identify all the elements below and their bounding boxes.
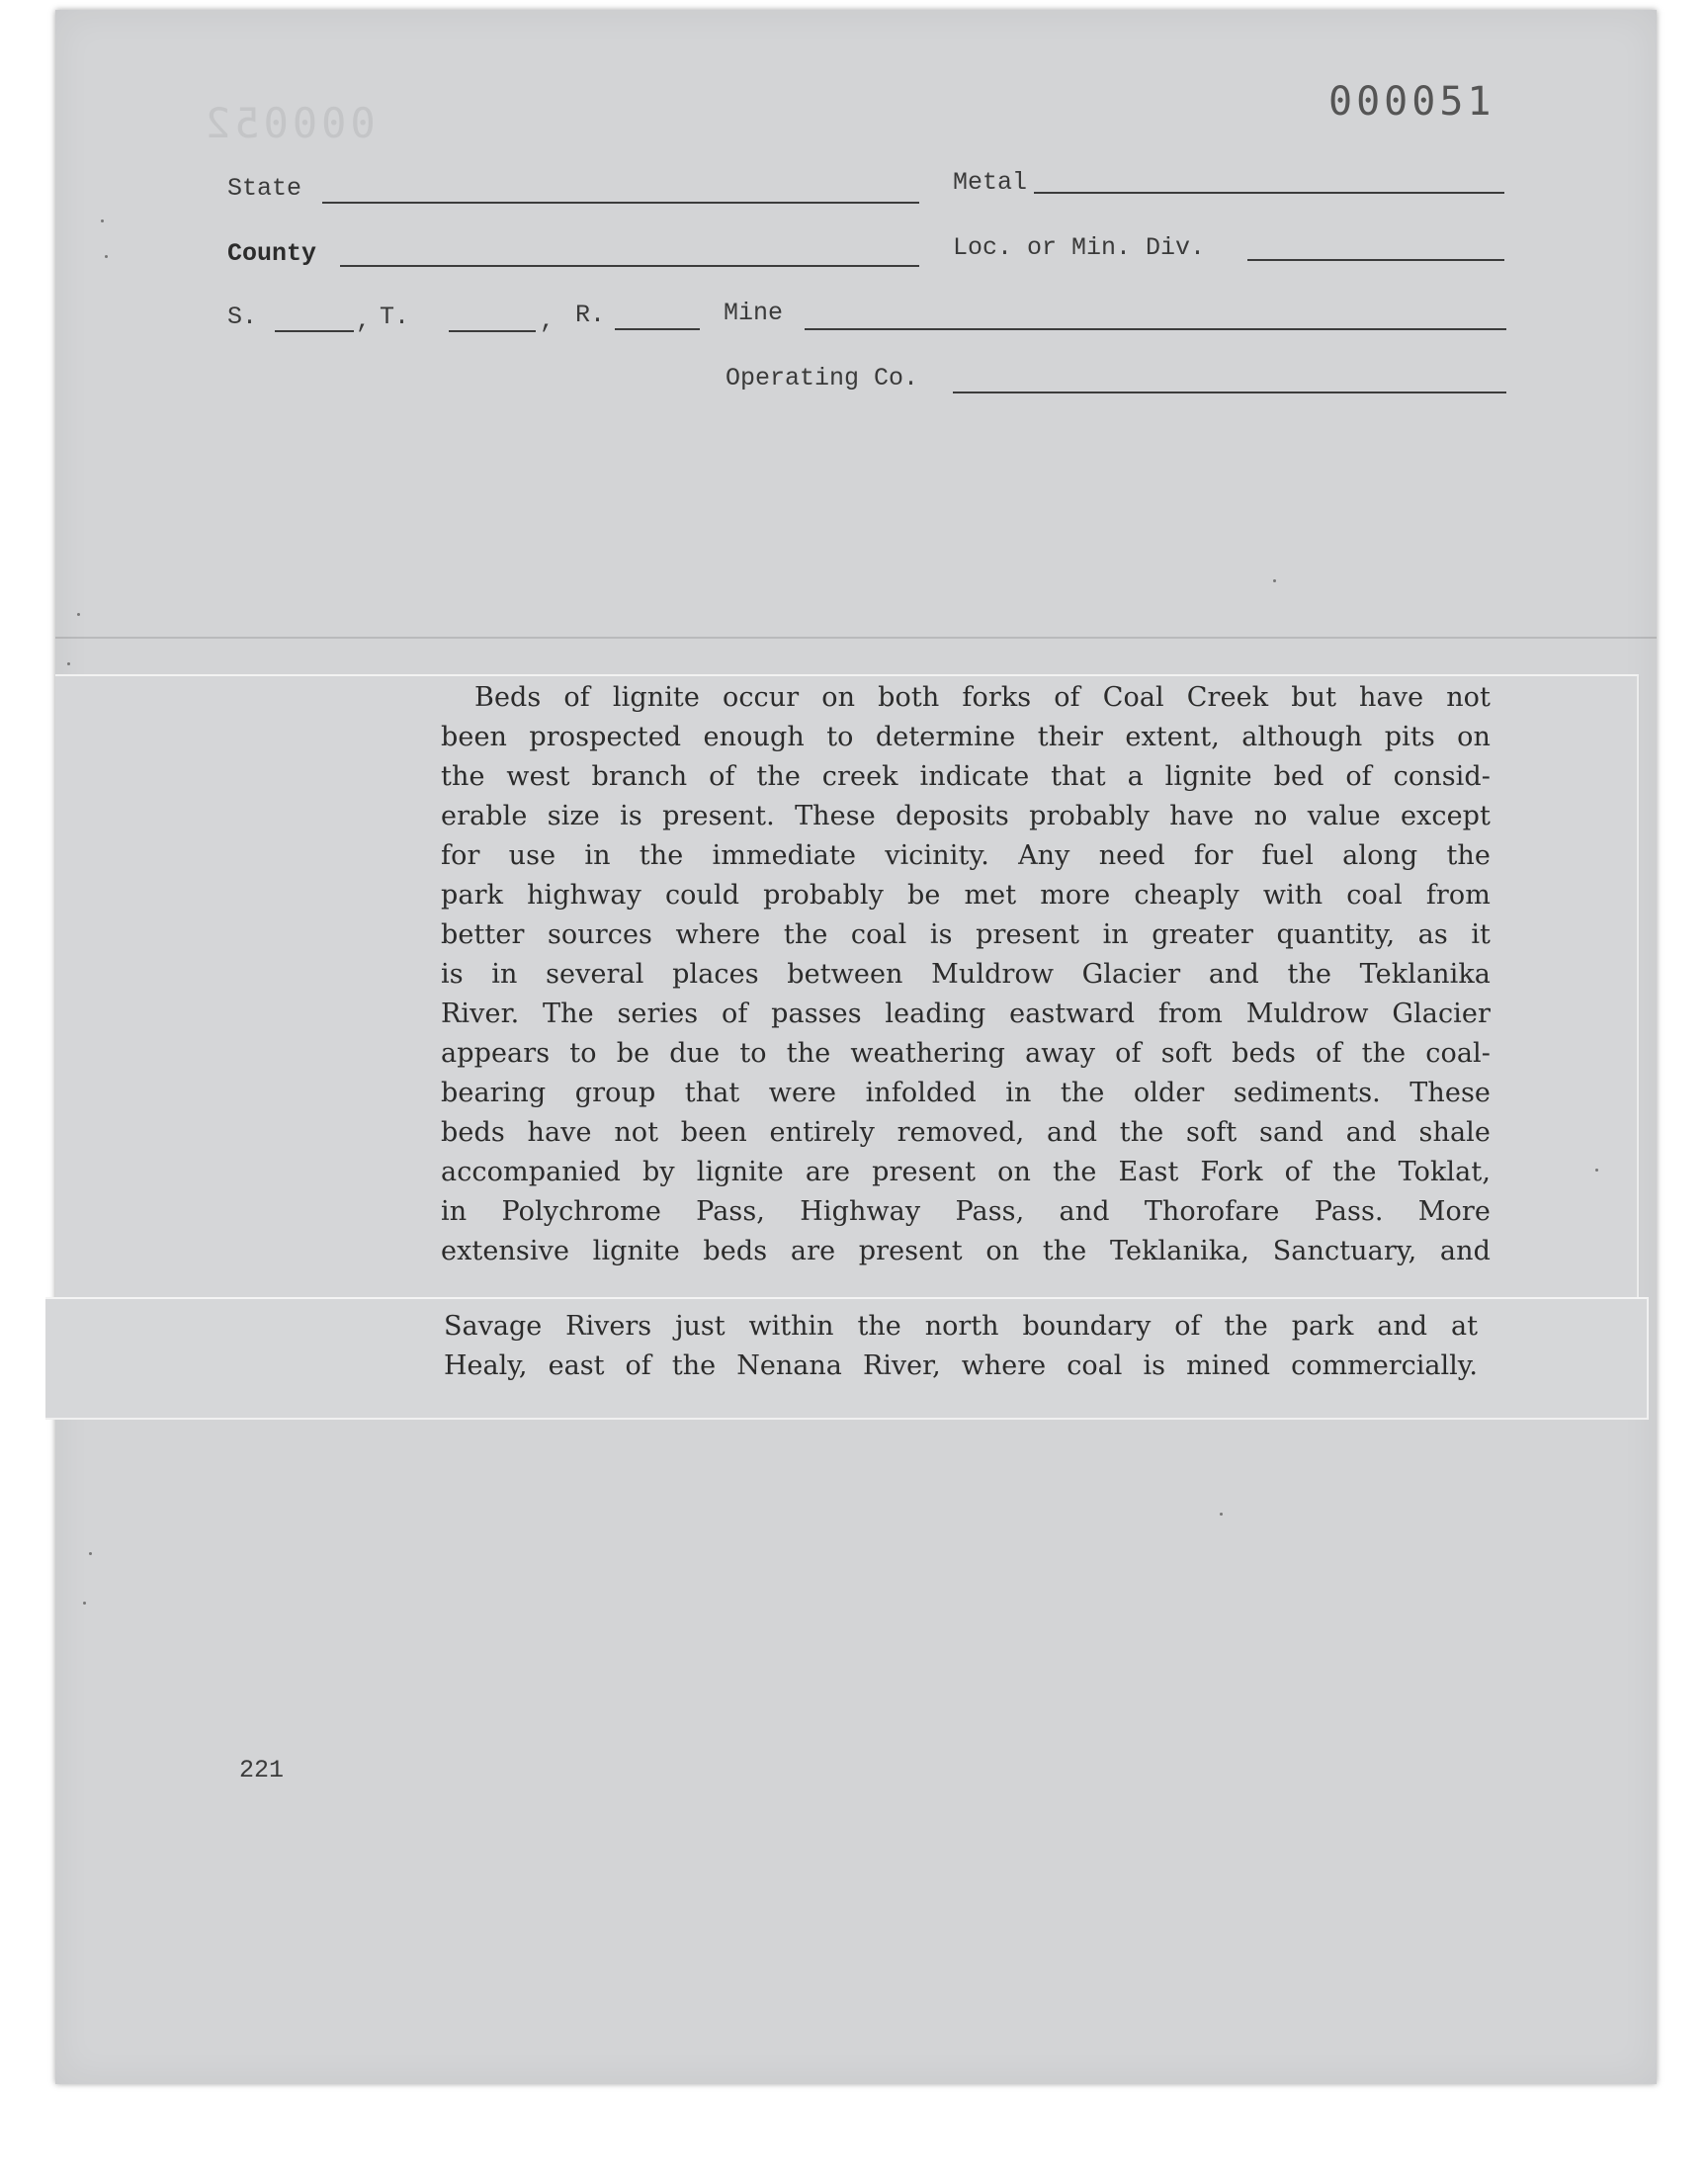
paragraph-line: the west branch of the creek indicate that a lignite bed of consid- [441, 761, 1491, 792]
township-comma: , [540, 306, 555, 335]
paragraph-line: is in several places between Muldrow Glacier and the Teklanika [441, 959, 1491, 990]
paragraph-line: beds have not been entirely removed, and the soft sand and shale [441, 1117, 1491, 1148]
county-label: County [227, 239, 317, 268]
metal-label: Metal [953, 168, 1028, 197]
range-label: R. [575, 301, 606, 329]
loc-min-div-label: Loc. or Min. Div. [953, 233, 1206, 262]
clipping-continuation-text [444, 1307, 1478, 1386]
page-number: 221 [239, 1756, 285, 1784]
section-comma: , [356, 306, 372, 335]
scan-speck [1595, 1169, 1598, 1172]
county-line [340, 265, 919, 267]
document-page [55, 10, 1657, 2084]
paragraph-line: park highway could probably be met more cheaply with coal from [441, 880, 1491, 911]
paragraph-line: better sources where the coal is present in greater quantity, as it [441, 919, 1491, 950]
scan-speck [77, 613, 80, 616]
scan-speck [1273, 579, 1276, 582]
state-label: State [227, 174, 302, 203]
range-line [615, 328, 700, 330]
paragraph-line: Beds of lignite occur on both forks of Coal Creek but have not [474, 682, 1491, 713]
paragraph-line: in Polychrome Pass, Highway Pass, and Thorofare Pass. More [441, 1196, 1491, 1227]
township-label: T. [380, 303, 410, 331]
mine-label: Mine [724, 299, 784, 327]
paragraph-line: appears to be due to the weathering away of soft beds of the coal- [441, 1038, 1491, 1069]
township-line [449, 330, 536, 332]
mine-line [805, 328, 1506, 330]
scan-speck [67, 662, 70, 665]
ghost-document-number: 000052 [202, 99, 376, 147]
paragraph-line: erable size is present. These deposits probably have no value except [441, 801, 1491, 831]
paragraph-line: accompanied by lignite are present on the East Fork of the Toklat, [441, 1157, 1491, 1187]
operating-co-label: Operating Co. [726, 364, 919, 392]
metal-line [1034, 192, 1504, 194]
section-label: S. [227, 303, 258, 331]
scan-speck [1220, 1513, 1223, 1516]
paragraph-line: bearing group that were infolded in the older sediments. These [441, 1078, 1491, 1108]
operating-co-line [953, 392, 1506, 393]
clipping-paragraph [441, 678, 1491, 1271]
state-line [322, 202, 919, 204]
paragraph-line: for use in the immediate vicinity. Any need for fuel along the [441, 840, 1491, 871]
loc-min-div-line [1247, 259, 1504, 261]
paragraph-line: River. The series of passes leading eastward from Muldrow Glacier [441, 999, 1491, 1029]
scan-speck [89, 1552, 92, 1555]
scan-speck [83, 1602, 86, 1605]
section-line [275, 330, 354, 332]
scan-speck [105, 255, 108, 258]
document-number: 000051 [1328, 79, 1495, 125]
continuation-line: Healy, east of the Nenana River, where coal is mined commercially. [444, 1350, 1478, 1381]
scan-speck [101, 219, 104, 222]
continuation-line: Savage Rivers just within the north boundary of the park and at [444, 1311, 1478, 1342]
fold-crease [55, 637, 1657, 639]
paragraph-line: extensive lignite beds are present on the Teklanika, Sanctuary, and [441, 1236, 1491, 1266]
paragraph-line: been prospected enough to determine their extent, although pits on [441, 722, 1491, 752]
